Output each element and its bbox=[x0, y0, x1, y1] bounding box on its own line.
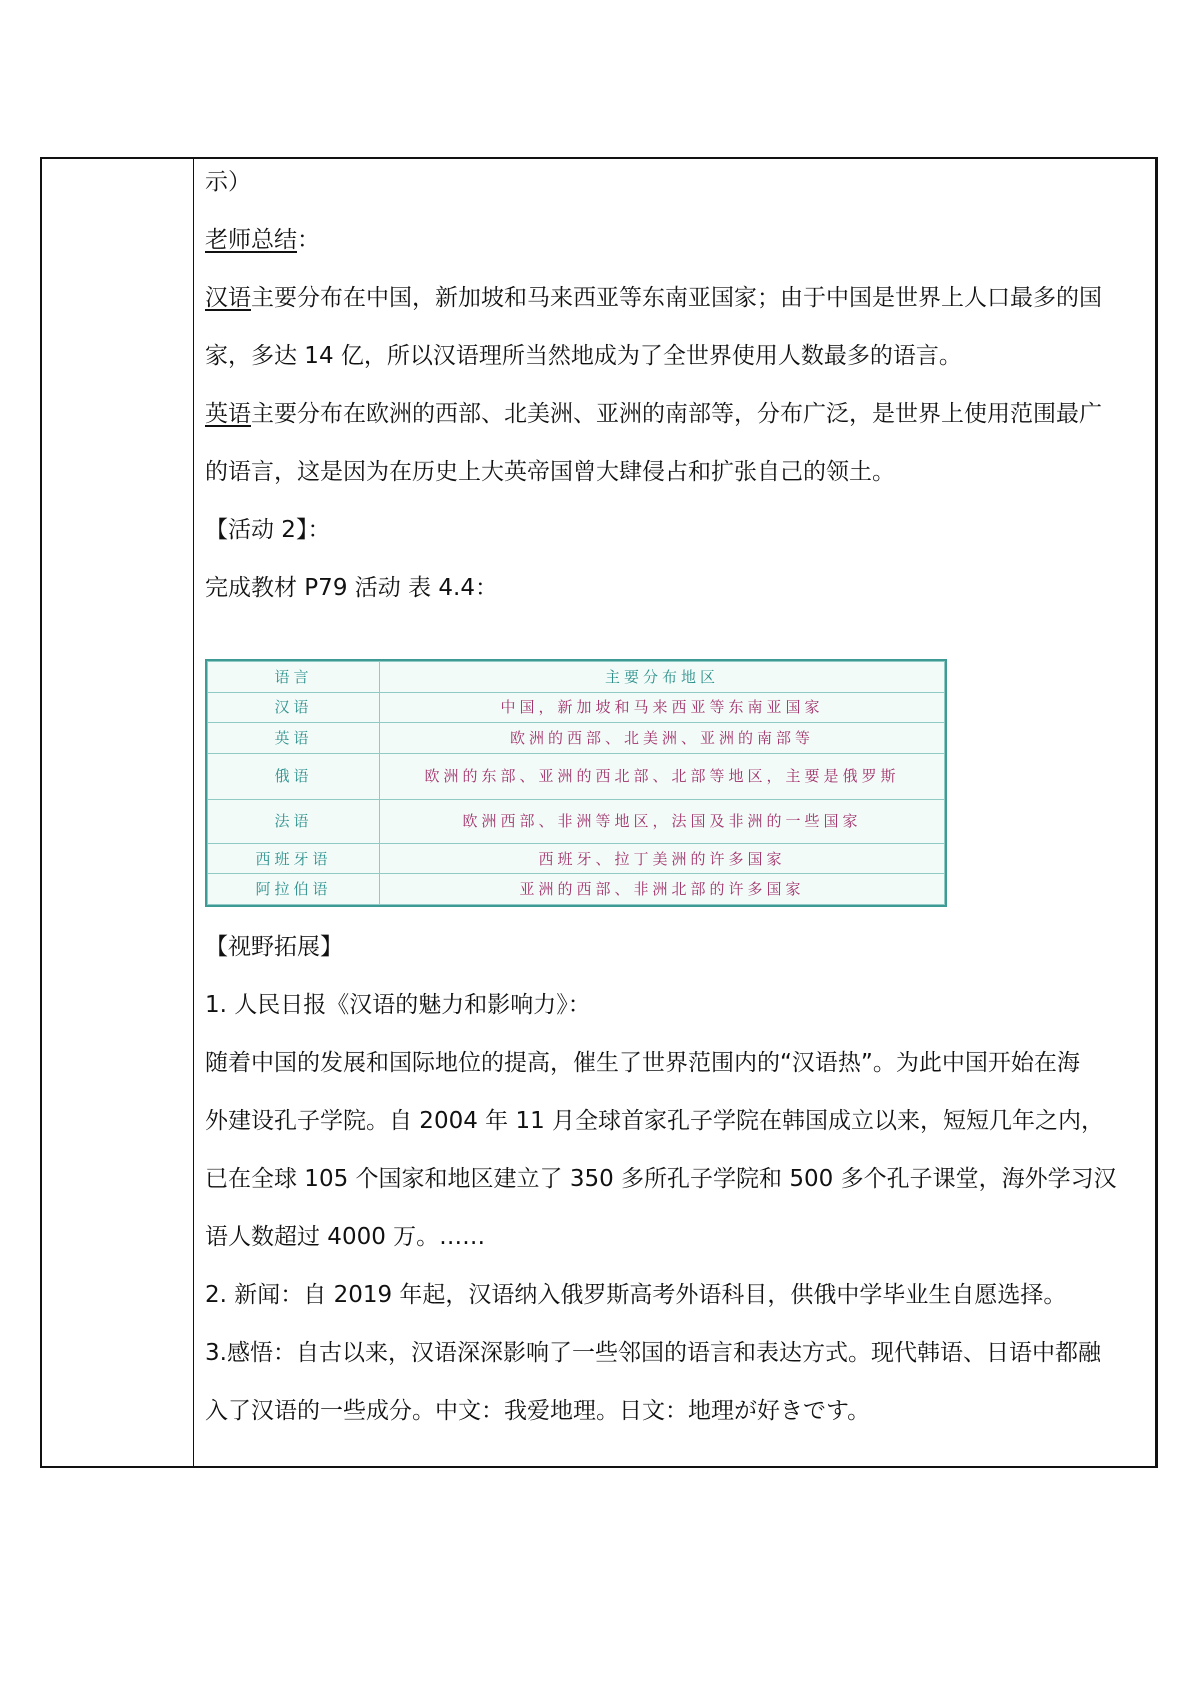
region-cell: 欧洲的西部、北美洲、亚洲的南部等 bbox=[380, 723, 945, 754]
language-distribution-table bbox=[205, 659, 947, 907]
line-text: 3.感悟：自古以来，汉语深深影响了一些邻国的语言和表达方式。现代韩语、日语中都融 bbox=[205, 1340, 1101, 1366]
line-text: 的语言，这是因为在历史上大英帝国曾大肆侵占和扩张自己的领土。 bbox=[205, 459, 895, 485]
column-divider bbox=[193, 159, 194, 1466]
extension-heading bbox=[205, 932, 343, 962]
region-cell: 欧洲西部、非洲等地区，法国及非洲的一些国家 bbox=[380, 799, 945, 843]
text-line bbox=[205, 1396, 870, 1426]
line-text: 1. 人民日报《汉语的魅力和影响力》： bbox=[205, 992, 591, 1018]
text-line bbox=[205, 1222, 485, 1252]
teacher-summary-label: 老师总结 bbox=[205, 227, 297, 253]
line-text: 已在全球 105 个国家和地区建立了 350 多所孔子学院和 500 多个孔子课堂，海外学习汉 bbox=[205, 1166, 1117, 1192]
line-text: 主要分布在中国，新加坡和马来西亚等东南亚国家；由于中国是世界上人口最多的国 bbox=[251, 285, 1102, 311]
language-cell: 英语 bbox=[208, 723, 380, 754]
region-cell: 中国，新加坡和马来西亚等东南亚国家 bbox=[380, 692, 945, 723]
activity-heading bbox=[205, 515, 330, 545]
language-cell: 阿拉伯语 bbox=[208, 874, 380, 905]
text-line bbox=[205, 1048, 1080, 1078]
language-cell: 法语 bbox=[208, 799, 380, 843]
line-text: 外建设孔子学院。自 2004 年 11 月全球首家孔子学院在韩国成立以来，短短几年之内， bbox=[205, 1108, 1105, 1134]
text-line bbox=[205, 990, 591, 1020]
table-row bbox=[208, 843, 945, 874]
line-text: 语人数超过 4000 万。…… bbox=[205, 1224, 486, 1250]
text-line bbox=[205, 1338, 1101, 1368]
text-line bbox=[205, 1106, 1104, 1136]
english-term: 英语 bbox=[205, 401, 251, 427]
lesson-table-frame bbox=[40, 157, 1158, 1468]
region-cell: 西班牙、拉丁美洲的许多国家 bbox=[380, 843, 945, 874]
language-cell: 俄语 bbox=[208, 753, 380, 799]
text-line bbox=[205, 1164, 1117, 1194]
line-text: 家，多达 14 亿，所以汉语理所当然地成为了全世界使用人数最多的语言。 bbox=[205, 343, 962, 369]
line-text: 随着中国的发展和国际地位的提高，催生了世界范围内的“汉语热”。为此中国开始在海 bbox=[205, 1050, 1080, 1076]
chinese-term: 汉语 bbox=[205, 285, 251, 311]
language-cell: 西班牙语 bbox=[208, 843, 380, 874]
line-text: 入了汉语的一些成分。中文：我爱地理。日文：地理が好きです。 bbox=[205, 1398, 871, 1424]
teacher-summary-heading bbox=[205, 225, 320, 255]
line-text: ： bbox=[297, 227, 320, 253]
table-row bbox=[208, 692, 945, 723]
table-header-row bbox=[208, 662, 945, 693]
text-line bbox=[205, 341, 962, 371]
table-row bbox=[208, 723, 945, 754]
line-text: 2. 新闻：自 2019 年起，汉语纳入俄罗斯高考外语科目，供俄中学毕业生自愿选择。 bbox=[205, 1282, 1067, 1308]
table-row bbox=[208, 799, 945, 843]
region-cell: 亚洲的西部、非洲北部的许多国家 bbox=[380, 874, 945, 905]
line-text: 【活动 2】： bbox=[205, 517, 331, 543]
english-summary-line bbox=[205, 399, 1102, 429]
line-text: 示） bbox=[205, 169, 251, 195]
text-line bbox=[205, 1280, 1066, 1310]
activity-instruction bbox=[205, 573, 498, 603]
table-row bbox=[208, 753, 945, 799]
language-cell: 汉语 bbox=[208, 692, 380, 723]
line-text: 【视野拓展】 bbox=[205, 934, 343, 960]
header-language: 语言 bbox=[208, 662, 380, 693]
table-row bbox=[208, 874, 945, 905]
line-text: 完成教材 P79 活动 表 4.4： bbox=[205, 575, 498, 601]
text-line bbox=[205, 167, 251, 197]
chinese-summary-line bbox=[205, 283, 1102, 313]
line-text: 主要分布在欧洲的西部、北美洲、亚洲的南部等，分布广泛，是世界上使用范围最广 bbox=[251, 401, 1102, 427]
header-region: 主要分布地区 bbox=[380, 662, 945, 693]
region-cell: 欧洲的东部、亚洲的西北部、北部等地区，主要是俄罗斯 bbox=[380, 753, 945, 799]
text-line bbox=[205, 457, 895, 487]
